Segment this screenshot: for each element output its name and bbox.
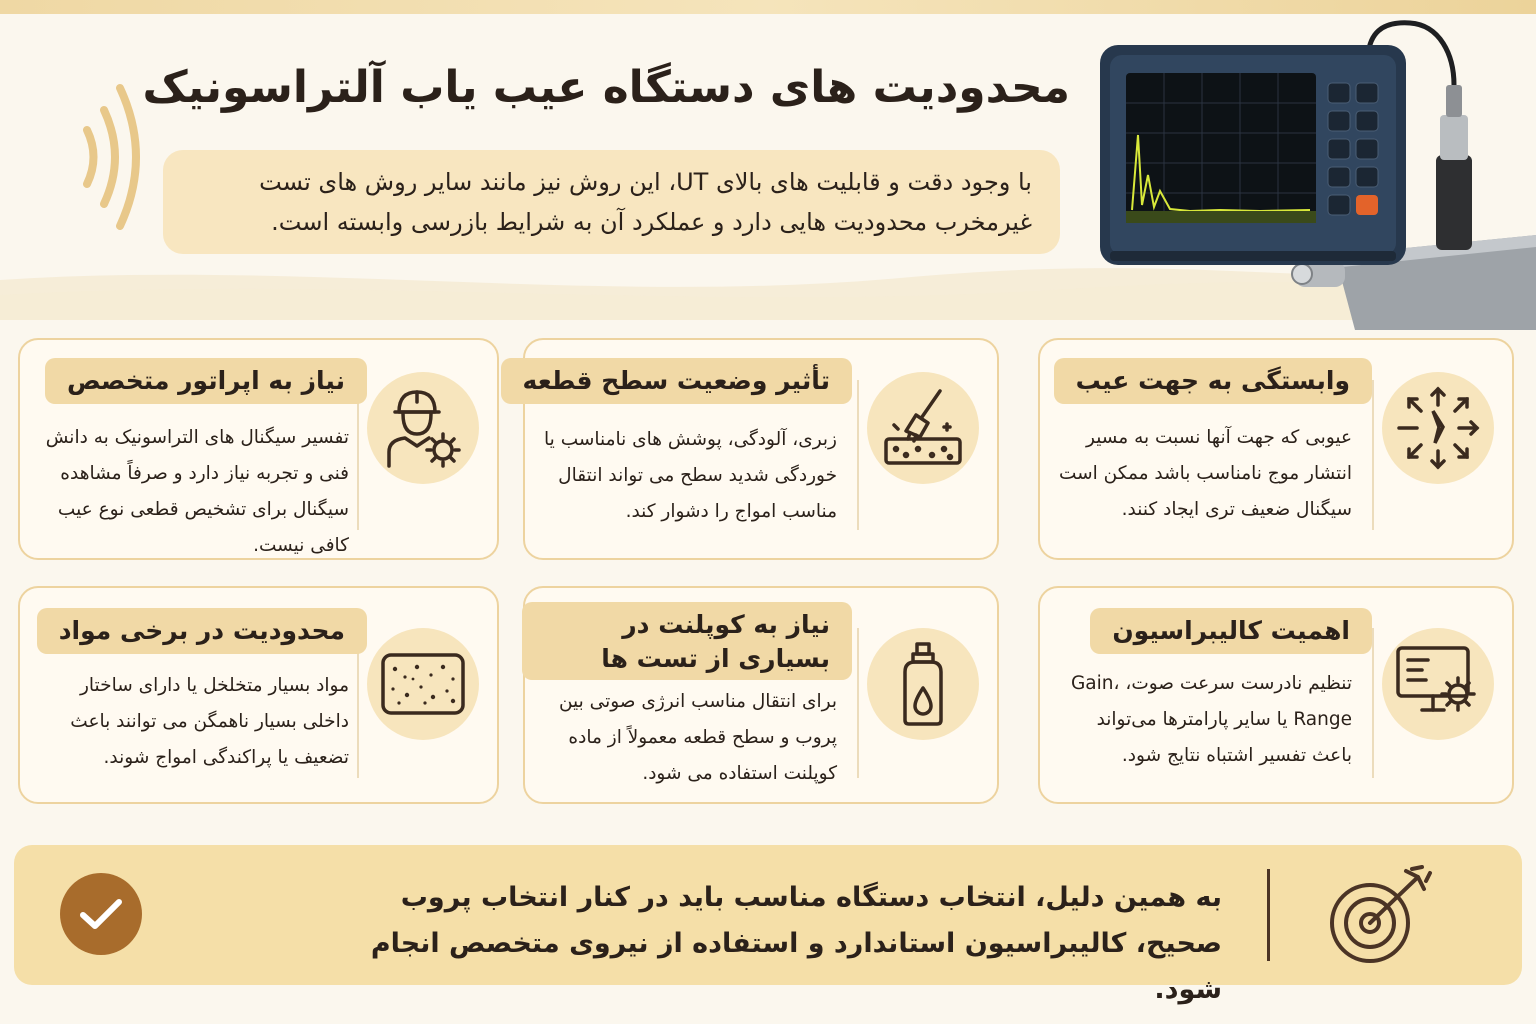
ultrasonic-flaw-detector-image bbox=[1080, 15, 1536, 330]
card-text: تنظیم نادرست سرعت صوت، Gain، Range یا سایر پارامترها می‌تواند باعث تفسیر اشتباه نتایج شود. bbox=[1070, 673, 1352, 766]
ultrasound-wave-icon bbox=[52, 70, 152, 245]
card-calibration bbox=[1038, 586, 1514, 804]
conclusion-banner bbox=[14, 845, 1522, 1005]
card-divider bbox=[1372, 628, 1374, 778]
porous-material-icon bbox=[377, 649, 469, 719]
surface-brush-icon bbox=[878, 383, 968, 473]
intro-text: با وجود دقت و قابلیت های بالای UT، این روش نیز مانند سایر روش های تست غیرمخرب محدودیت هایی دارد و عملکرد آن به شرایط بازرسی وابسته است. bbox=[163, 150, 1060, 254]
card-icon-wrapper bbox=[367, 628, 479, 740]
card-couplant bbox=[523, 586, 999, 804]
card-icon-wrapper bbox=[867, 372, 979, 484]
card-title: وابستگی به جهت عیب bbox=[1054, 358, 1372, 404]
card-title: محدودیت در برخی مواد bbox=[37, 608, 367, 654]
card-surface-condition bbox=[523, 338, 999, 560]
monitor-settings-icon bbox=[1392, 638, 1484, 730]
page-title: محدودیت های دستگاه عیب یاب آلتراسونیک bbox=[142, 62, 1070, 113]
card-text: زبری، آلودگی، پوشش های نامناسب یا خوردگی شدید سطح می تواند انتقال مناسب امواج را دشوار کند. bbox=[544, 429, 837, 522]
banner-divider bbox=[1267, 869, 1270, 961]
card-defect-orientation bbox=[1038, 338, 1514, 560]
banner-text: به همین دلیل، انتخاب دستگاه مناسب باید در کنار انتخاب پروب صحیح، کالیبراسیون استاندارد و استفاده از نیروی متخصص انجام شود. bbox=[370, 882, 1222, 1005]
card-title: تأثیر وضعیت سطح قطعه bbox=[501, 358, 852, 404]
target-icon bbox=[1326, 863, 1436, 967]
card-text: عیوبی که جهت آنها نسبت به مسیر انتشار موج نامناسب باشد ممکن است سیگنال ضعیف تری ایجاد کنند. bbox=[1058, 427, 1352, 520]
card-text: تفسیر سیگنال های التراسونیک به دانش فنی و تجربه نیاز دارد و صرفاً مشاهده سیگنال برای تشخیص قطعی نوع عیب کافی نیست. bbox=[45, 427, 349, 556]
card-title: اهمیت کالیبراسیون bbox=[1090, 608, 1372, 654]
card-title: نیاز به اپراتور متخصص bbox=[45, 358, 367, 404]
card-text: برای انتقال مناسب انرژی صوتی بین پروب و سطح قطعه معمولاً از ماده کوپلنت استفاده می شود. bbox=[558, 691, 837, 784]
card-icon-wrapper bbox=[367, 372, 479, 484]
card-icon-wrapper bbox=[1382, 372, 1494, 484]
card-material-limits bbox=[18, 586, 499, 804]
card-title: نیاز به کوپلنت در بسیاری از تست ها bbox=[522, 602, 852, 680]
card-divider bbox=[1372, 380, 1374, 530]
couplant-bottle-icon bbox=[883, 638, 963, 730]
direction-arrows-icon bbox=[1393, 383, 1483, 473]
check-badge bbox=[60, 873, 142, 955]
checkmark-icon bbox=[79, 897, 123, 931]
card-expert-operator bbox=[18, 338, 499, 560]
card-divider bbox=[857, 380, 859, 530]
card-divider bbox=[857, 628, 859, 778]
card-text: مواد بسیار متخلخل یا دارای ساختار داخلی بسیار ناهمگن می توانند باعث تضعیف یا پراکندگی امواج شوند. bbox=[70, 675, 349, 768]
card-icon-wrapper bbox=[1382, 628, 1494, 740]
engineer-gear-icon bbox=[377, 382, 469, 474]
top-decor-band bbox=[0, 0, 1536, 14]
card-icon-wrapper bbox=[867, 628, 979, 740]
